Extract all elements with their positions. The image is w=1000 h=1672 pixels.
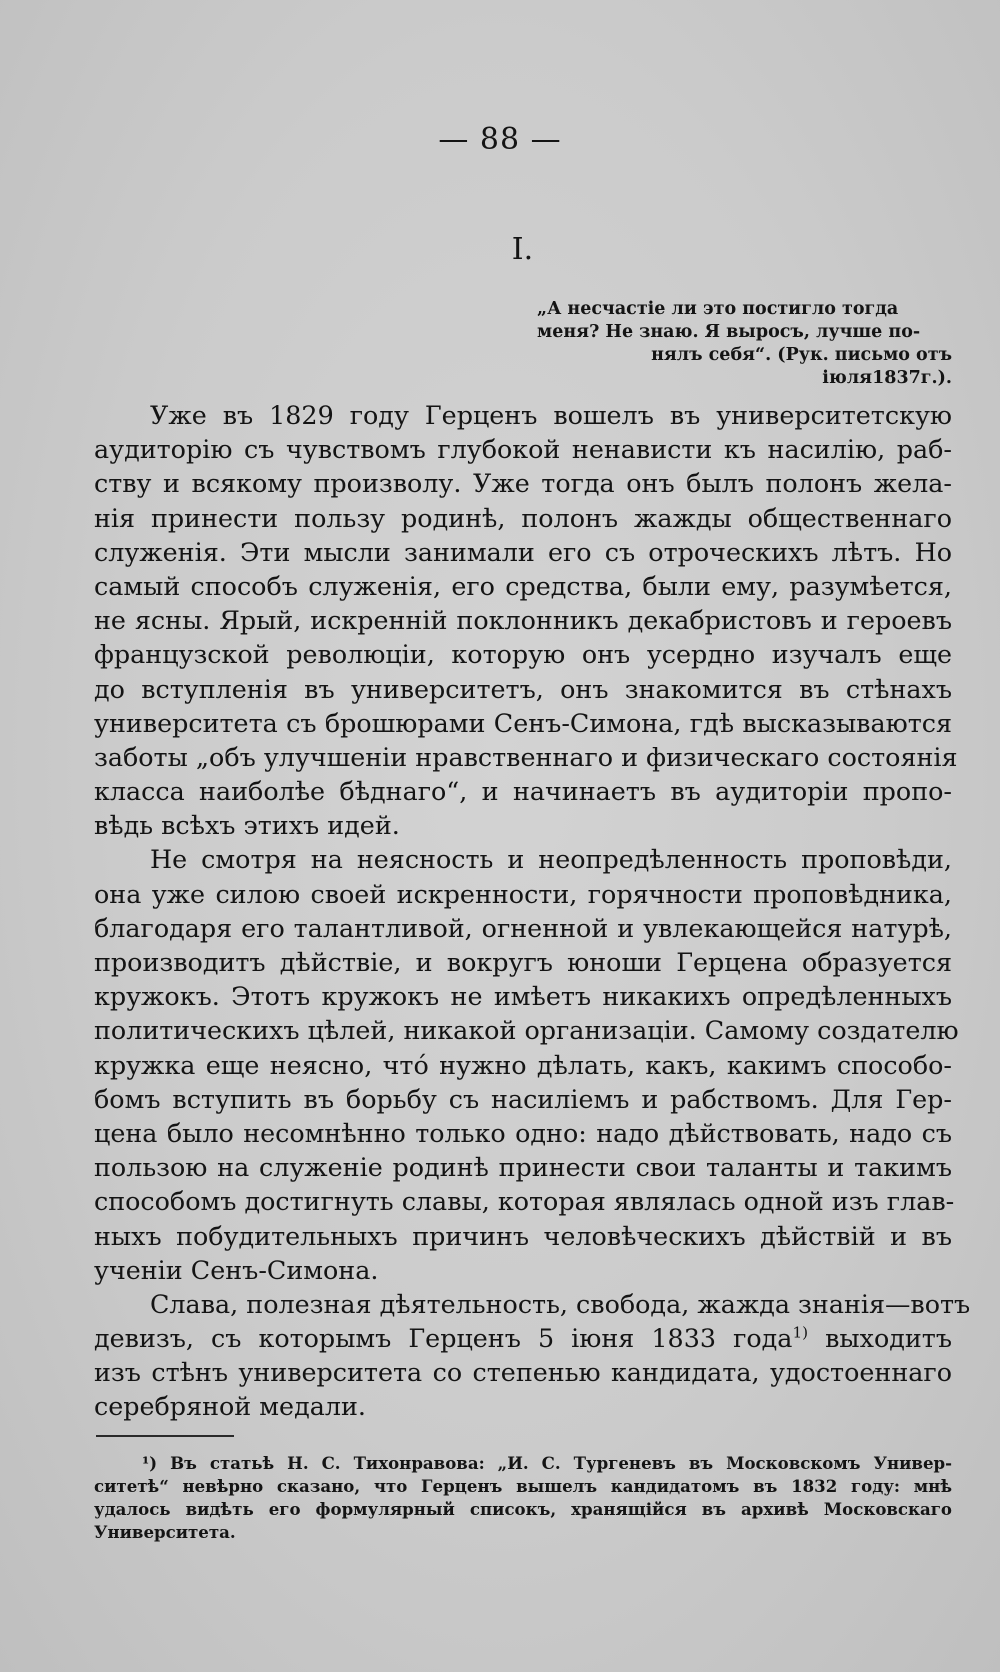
text-line: кружокъ. Этотъ кружокъ не имѣетъ никакихъ опредѣленныхъ	[94, 981, 952, 1012]
text-line: Не смотря на неясность и неопредѣленность проповѣди,	[150, 844, 952, 875]
text-line: Уже въ 1829 году Герценъ вошелъ въ университетскую	[150, 400, 952, 430]
text-fragment: выходитъ	[808, 1323, 953, 1354]
text-line: серебряной медали.	[94, 1391, 366, 1422]
text-line: самый способъ служенія, его средства, были ему, разумѣется,	[94, 570, 952, 601]
footnote-line: Университета.	[94, 1522, 236, 1542]
text-line: политическихъ цѣлей, никакой организаціи. Самому создателю	[94, 1015, 959, 1046]
text-line: пользою на служеніе родинѣ принести свои таланты и такимъ	[94, 1152, 952, 1183]
epigraph-line: „А несчастіе ли это постигло тогда	[537, 299, 899, 319]
text-line: вѣдь всѣхъ этихъ идей.	[94, 810, 400, 841]
text-line: не ясны. Ярый, искренній поклонникъ декабристовъ и героевъ	[94, 605, 952, 636]
footnote-line: удалось видѣть его формулярный списокъ, хранящійся въ архивѣ Московскаго	[94, 1499, 952, 1519]
footnote-line: ситетѣ“ невѣрно сказано, что Герценъ вышелъ кандидатомъ въ 1832 году: мнѣ	[94, 1476, 952, 1496]
text-fragment: девизъ, съ которымъ Герценъ 5 іюня 1833 года	[94, 1323, 793, 1354]
text-line: бомъ вступить въ борьбу съ насиліемъ и рабствомъ. Для Гер-	[94, 1083, 952, 1114]
text-line: класса наиболѣе бѣднаго“, и начинаетъ въ аудиторіи пропо-	[94, 776, 952, 807]
text-line: изъ стѣнъ университета со степенью кандидата, удостоеннаго	[94, 1357, 952, 1388]
text-line: ныхъ побудительныхъ причинъ человѣческихъ дѣйствій и въ	[94, 1220, 952, 1251]
text-line: цена было несомнѣнно только одно: надо дѣйствовать, надо съ	[94, 1117, 952, 1148]
text-line: университета съ брошюрами Сенъ-Симона, гдѣ высказываются	[94, 707, 952, 738]
text-line: Слава, полезная дѣятельность, свобода, жажда знанія—вотъ	[150, 1288, 971, 1319]
text-line: служенія. Эти мысли занимали его съ отроческихъ лѣтъ. Но	[94, 536, 952, 567]
text-line	[94, 1321, 952, 1355]
text-line: до вступленія въ университетъ, онъ знакомится въ стѣнахъ	[94, 673, 952, 704]
text-line: благодаря его талантливой, огненной и увлекающейся натурѣ,	[94, 912, 952, 943]
page-number: — 88 —	[438, 122, 562, 157]
epigraph-line: нялъ себя“. (Рук. письмо отъ іюля1837г.).	[651, 345, 952, 388]
epigraph-line: меня? Не знаю. Я выросъ, лучше по-	[537, 322, 921, 342]
text-line: нія принести пользу родинѣ, полонъ жажды общественнаго	[94, 502, 952, 533]
text-line: ученіи Сенъ-Симона.	[94, 1254, 379, 1285]
text-line: французской революціи, которую онъ усердно изучалъ еще	[94, 639, 952, 670]
text-line: аудиторію съ чувствомъ глубокой ненависти къ насилію, раб-	[94, 434, 952, 465]
footnote-marker[interactable]: 1)	[792, 1323, 809, 1342]
footnote	[94, 1452, 952, 1544]
text-line: заботы „объ улучшеніи нравственнаго и физическаго состоянія	[94, 741, 958, 772]
text-line: кружка еще неясно, чтó нужно дѣлать, какъ, какимъ способо-	[94, 1049, 952, 1080]
text-line: производитъ дѣйствіе, и вокругъ юноши Герцена образуется	[94, 947, 952, 977]
text-line: она уже силою своей искренности, горячности проповѣдника,	[94, 878, 952, 909]
footnote-divider	[96, 1435, 234, 1437]
epigraph	[537, 298, 952, 390]
section-heading: I.	[511, 232, 534, 267]
footnote-line: ¹) Въ статьѣ Н. С. Тихонравова: „И. С. Тургеневъ въ Московскомъ Универ-	[142, 1453, 952, 1473]
main-text	[94, 398, 971, 1424]
text-line: способомъ достигнуть славы, которая являлась одной изъ глав-	[94, 1186, 955, 1217]
text-line: ству и всякому произволу. Уже тогда онъ былъ полонъ жела-	[94, 468, 952, 499]
